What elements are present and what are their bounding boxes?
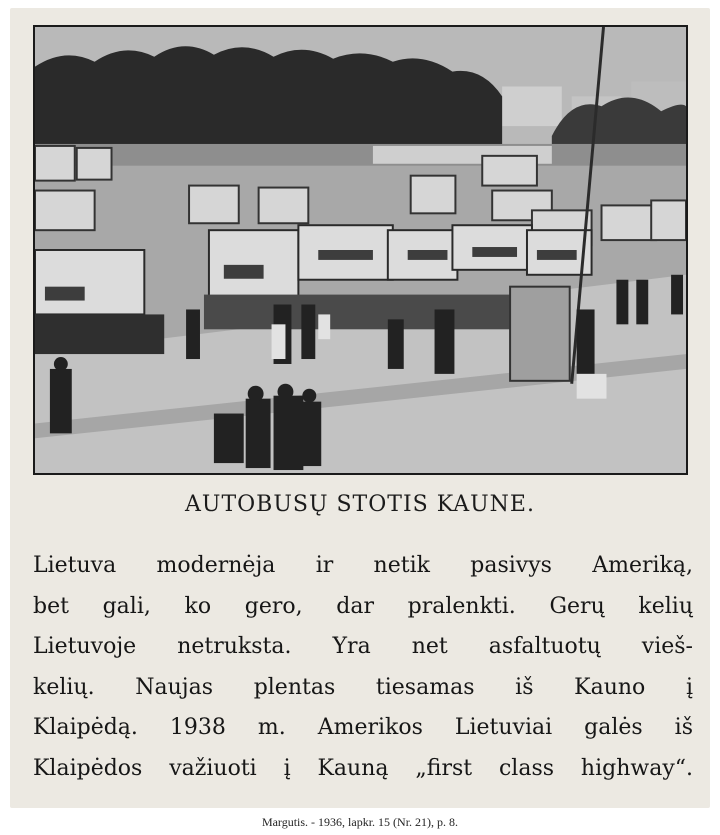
photo-illustration	[35, 27, 686, 473]
article-body	[33, 546, 693, 789]
photo-caption: AUTOBUSŲ STOTIS KAUNE.	[185, 492, 535, 517]
body-line: Klaipėdos važiuoti į Kauną „first class highway“.	[33, 755, 693, 781]
body-line: Klaipėdą. 1938 m. Amerikos Lietuviai galės iš	[33, 715, 693, 740]
source-citation: Margutis. - 1936, lapkr. 15 (Nr. 21), p. 8.	[261, 815, 459, 829]
bus-station-photo	[33, 25, 688, 475]
body-line: Lietuvoje netruksta. Yra net asfaltuotų vieš-	[33, 634, 693, 659]
body-line: Lietuva modernėja ir netik pasivys Ameriką,	[33, 553, 693, 578]
body-line: bet gali, ko gero, dar pralenkti. Gerų kelių	[33, 593, 693, 619]
body-line: kelių. Naujas plentas tiesamas iš Kauno į	[33, 674, 693, 700]
